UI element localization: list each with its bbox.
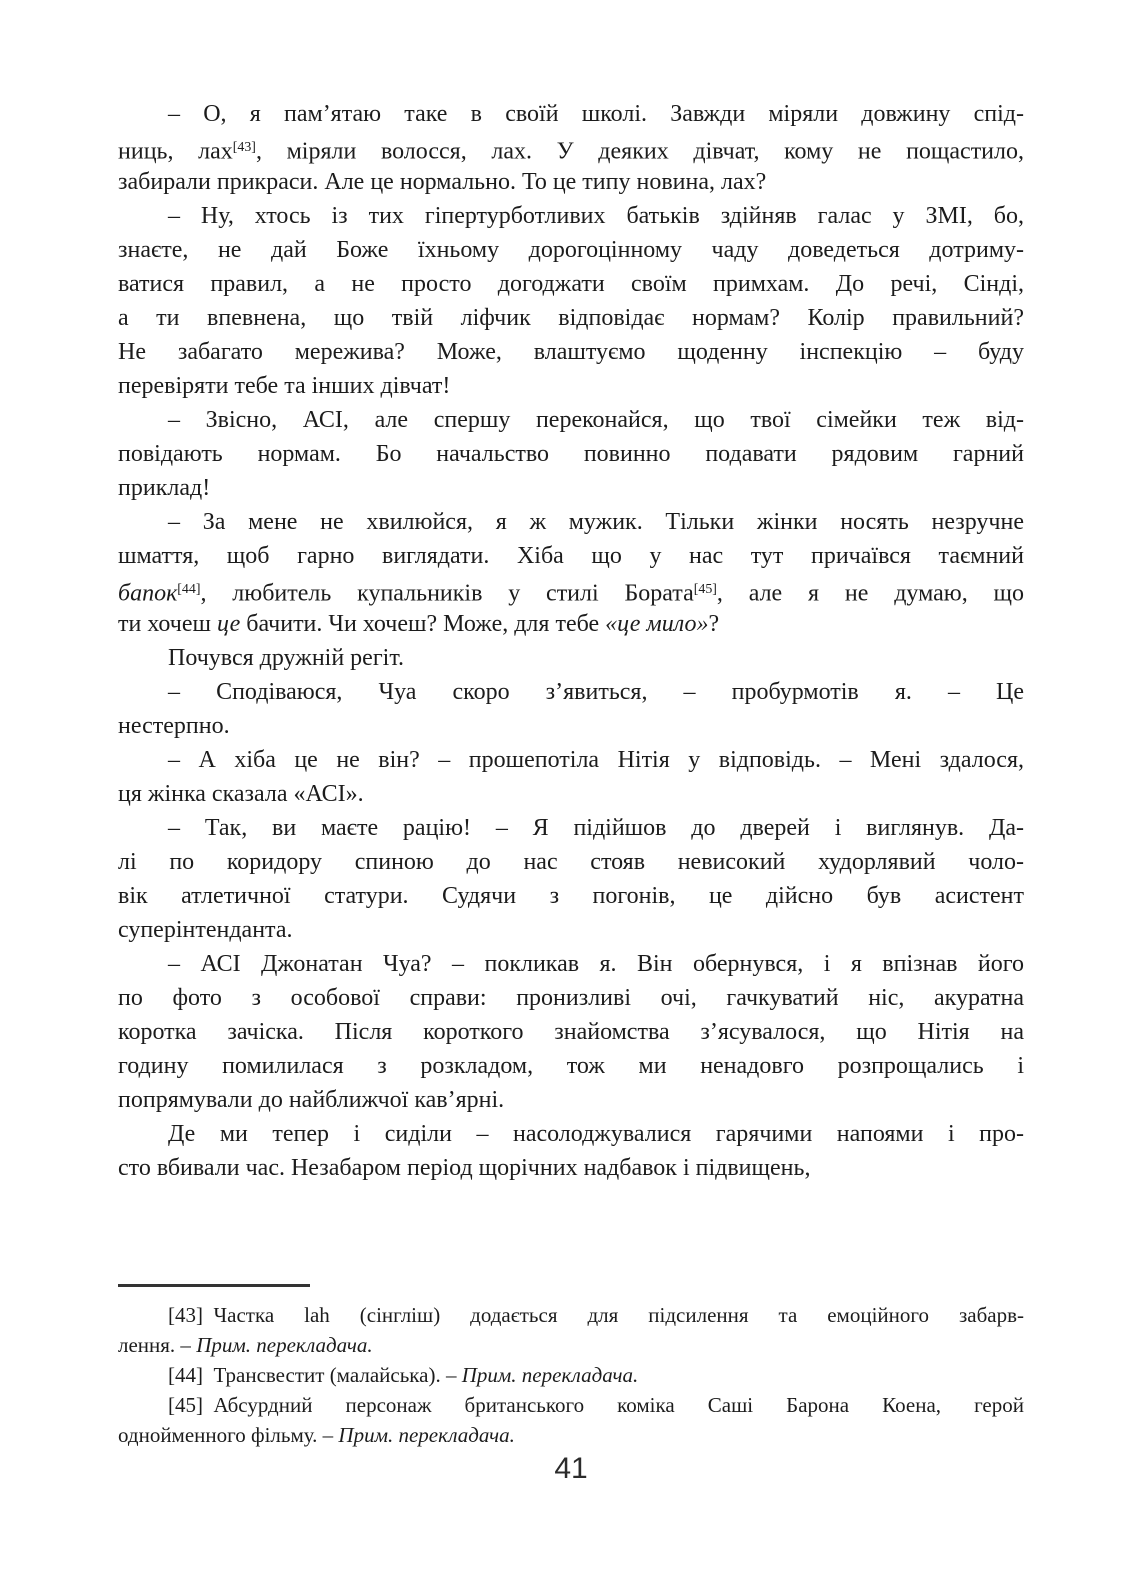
text-segment: Прим. перекладача. (196, 1333, 373, 1357)
text-line (118, 1420, 1024, 1450)
text-line (118, 641, 1024, 675)
text-line (118, 1049, 1024, 1083)
footnote-reference: [43] (232, 140, 256, 155)
text-line (118, 845, 1024, 879)
text-line (118, 947, 1024, 981)
text-segment: повідають нормам. Бо начальство повинно подавати рядовим гарний (118, 441, 1024, 467)
text-segment: однойменного фільму. – (118, 1423, 339, 1447)
paragraph (118, 97, 1024, 199)
text-segment: – АСІ Джонатан Чуа? – покликав я. Він обернувся, і я впізнав його (168, 951, 1024, 977)
text-segment: ця жінка сказала «АСІ». (118, 781, 364, 807)
text-segment: Прим. перекладача. (338, 1423, 515, 1447)
text-segment: – Сподіваюся, Чуа скоро з’явиться, – пробурмотів я. – Це (168, 679, 1024, 705)
text-segment: Прим. перекладача. (461, 1363, 639, 1387)
text-line (118, 165, 1024, 199)
paragraph (118, 743, 1024, 811)
text-segment: Почувся дружній регіт. (168, 645, 405, 671)
text-segment: [45] Абсурдний персонаж британського коміка Саші Барона Коена, герой (168, 1393, 1024, 1417)
text-line (118, 539, 1024, 573)
body-text (118, 97, 1024, 1185)
page-number: 41 (554, 1452, 588, 1485)
paragraph (118, 1117, 1024, 1185)
text-segment: – Так, ви маєте рацію! – Я підійшов до дверей і виглянув. Да- (168, 815, 1024, 841)
text-line (118, 981, 1024, 1015)
text-segment: попрямували до найближчої кав’ярні. (118, 1087, 505, 1113)
text-segment: , але я не думаю, що (716, 580, 1024, 607)
paragraph (118, 403, 1024, 505)
paragraph (118, 675, 1024, 743)
text-segment: суперінтенданта. (118, 917, 293, 943)
paragraph (118, 641, 1024, 675)
text-line (118, 1300, 1024, 1330)
text-segment: ниць, лах (118, 138, 233, 165)
text-segment: – Звісно, АСІ, але спершу переконайся, що твої сімейки теж від- (168, 407, 1024, 433)
text-segment: лі по коридору спиною до нас стояв невисокий худорлявий чоло- (118, 849, 1024, 875)
text-line (118, 403, 1024, 437)
paragraph (118, 947, 1024, 1117)
text-segment: сто вбивали час. Незабаром період щорічних надбавок і підвищень, (118, 1155, 811, 1181)
footnote (118, 1390, 1024, 1450)
text-segment: , любитель купальників у стилі Бората (200, 580, 694, 607)
text-segment: [43] Частка lah (сінгліш) додається для підсилення та емоційного забарв- (168, 1303, 1024, 1327)
text-line (118, 199, 1024, 233)
text-segment: бачити. Чи хочеш? Може, для тебе (240, 611, 606, 637)
text-segment: а ти впевнена, що твій ліфчик відповідає нормам? Колір правильний? (118, 305, 1024, 331)
footnote (118, 1360, 1024, 1390)
text-line (118, 1330, 1024, 1360)
text-segment: – Ну, хтось із тих гіпертурботливих батьків здійняв галас у ЗМІ, бо, (168, 203, 1024, 229)
text-segment: це (217, 611, 241, 637)
text-line (118, 573, 1024, 607)
text-line (118, 233, 1024, 267)
text-line (118, 607, 1024, 641)
text-segment: , міряли волосся, лах. У деяких дівчат, кому не пощастило, (255, 138, 1024, 165)
footnotes (118, 1300, 1024, 1450)
text-line (118, 1117, 1024, 1151)
text-line (118, 267, 1024, 301)
text-segment: лення. – (118, 1333, 197, 1357)
text-line (118, 913, 1024, 947)
text-line (118, 1015, 1024, 1049)
paragraph (118, 199, 1024, 403)
text-segment: приклад! (118, 475, 211, 501)
text-line (118, 1360, 1024, 1390)
text-line (118, 1151, 1024, 1185)
text-segment: годину помилилася з розкладом, тож ми ненадовго розпрощались і (118, 1053, 1024, 1079)
text-segment: – А хіба це не він? – прошепотіла Нітія у відповідь. – Мені здалося, (168, 747, 1024, 773)
text-segment: «це мило» (605, 611, 709, 637)
text-line (118, 777, 1024, 811)
text-segment: шмаття, щоб гарно виглядати. Хіба що у нас тут причаївся таємний (118, 543, 1024, 569)
text-segment: [44] Трансвестит (малайська). – (168, 1363, 462, 1387)
text-line (118, 437, 1024, 471)
text-line (118, 709, 1024, 743)
text-line (118, 1390, 1024, 1420)
text-segment: – За мене не хвилюйся, я ж мужик. Тільки жінки носять незручне (168, 509, 1024, 535)
text-segment: коротка зачіска. Після короткого знайомства з’ясувалося, що Нітія на (118, 1019, 1024, 1045)
text-line (118, 369, 1024, 403)
text-line (118, 131, 1024, 165)
text-segment: – О, я пам’ятаю таке в своїй школі. Завжди міряли довжину спід- (168, 101, 1024, 127)
text-segment: вік атлетичної статури. Судячи з погонів, це дійсно був асистент (118, 883, 1024, 909)
footnote-reference: [44] (177, 582, 201, 597)
text-segment: ти хочеш (118, 611, 217, 637)
text-line (118, 471, 1024, 505)
text-line (118, 1083, 1024, 1117)
footnote-separator (118, 1284, 310, 1287)
footnote (118, 1300, 1024, 1360)
text-line (118, 335, 1024, 369)
text-line (118, 879, 1024, 913)
text-segment: ватися правил, а не просто догоджати своїм примхам. До речі, Сінді, (118, 271, 1024, 297)
text-line (118, 675, 1024, 709)
paragraph (118, 811, 1024, 947)
text-line (118, 811, 1024, 845)
text-segment: Де ми тепер і сиділи – насолоджувалися гарячими напоями і про- (168, 1121, 1024, 1147)
text-line (118, 743, 1024, 777)
text-line (118, 505, 1024, 539)
text-segment: знаєте, не дай Боже їхньому дорогоцінному чаду доведеться дотриму- (118, 237, 1024, 263)
text-segment: бапок (118, 580, 178, 607)
text-segment: Не забагато мережива? Може, влаштуємо щоденну інспекцію – буду (118, 339, 1024, 365)
text-segment: нестерпно. (118, 713, 230, 739)
text-segment: забирали прикраси. Але це нормально. То це типу новина, лах? (118, 169, 767, 195)
footnote-reference: [45] (693, 582, 717, 597)
text-line (118, 301, 1024, 335)
paragraph (118, 505, 1024, 641)
text-line (118, 97, 1024, 131)
text-segment: ? (708, 611, 720, 637)
text-segment: по фото з особової справи: пронизливі очі, гачкуватий ніс, акуратна (118, 985, 1024, 1011)
text-segment: перевіряти тебе та інших дівчат! (118, 373, 451, 399)
